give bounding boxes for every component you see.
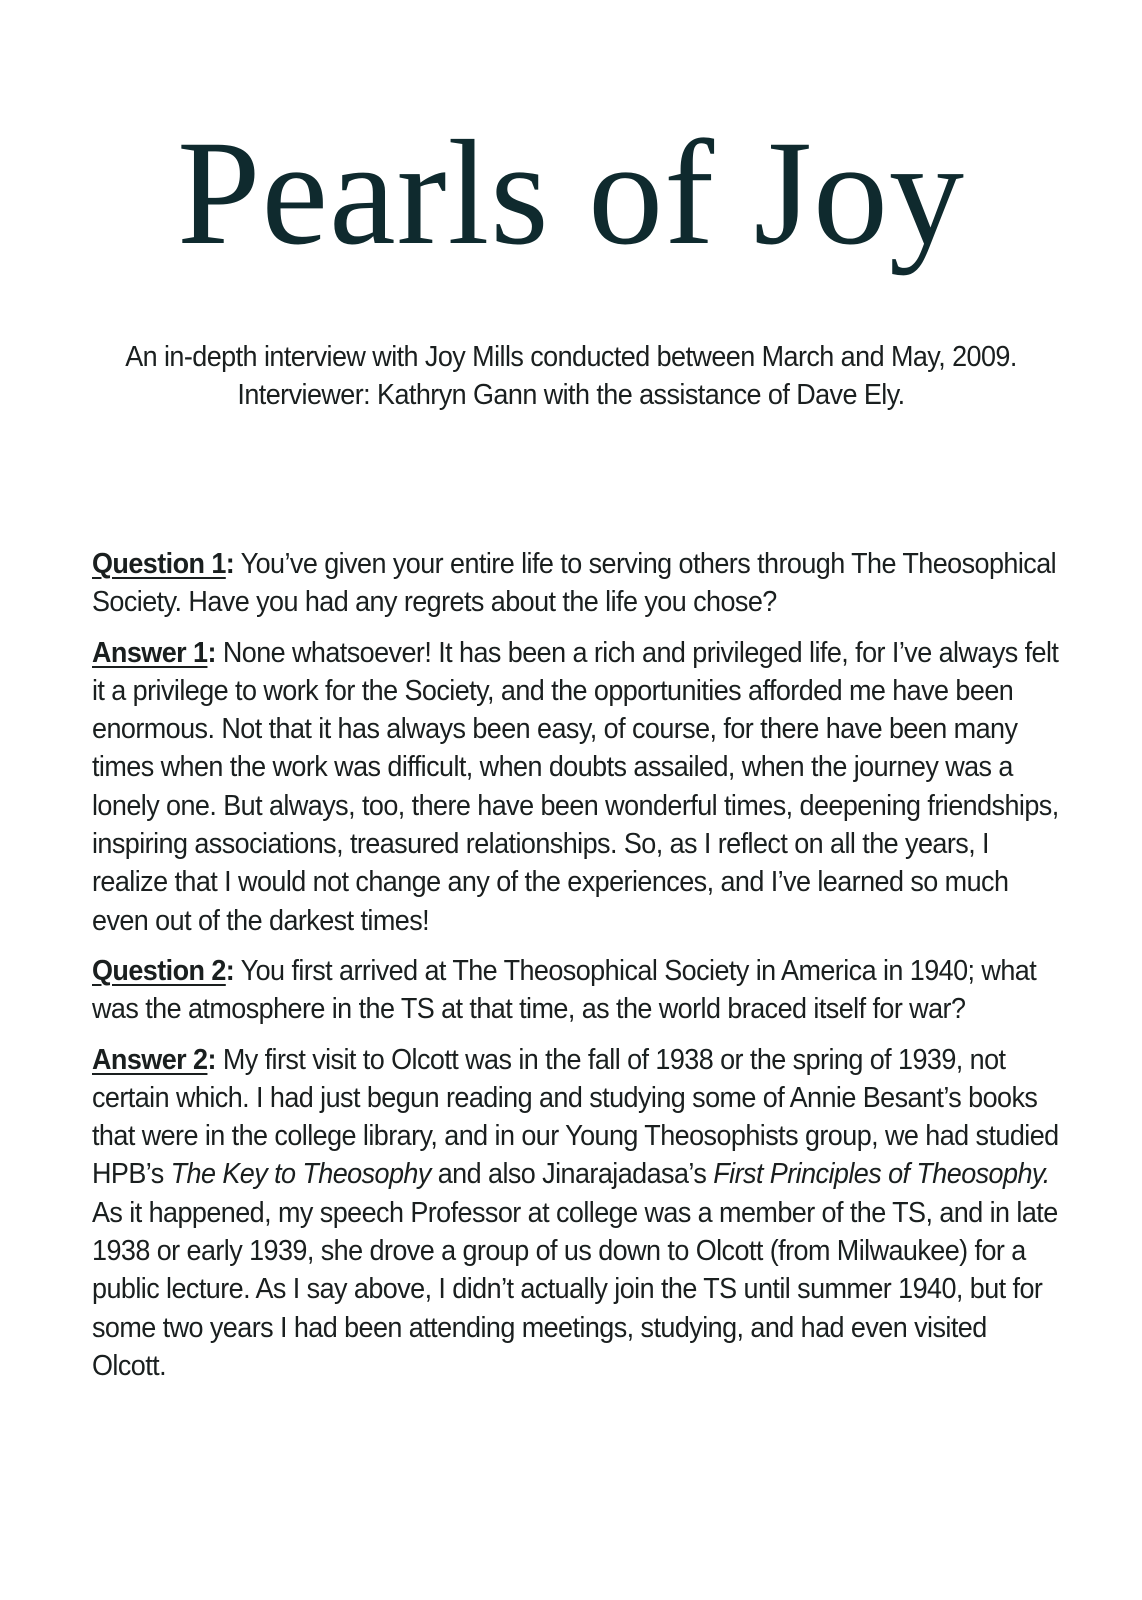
document-title: Pearls of Joy: [177, 110, 965, 276]
answer-1: [92, 634, 1059, 940]
question-2: [92, 952, 1059, 1029]
answer-2-text-part-3: As it happened, my speech Professor at college was a member of the TS, and in late 1938 or early 1939, she drove a group of us down to Olcott (from Milwaukee) for a public lecture. As I say above, I didn’t actually join the TS until summer 1940, but for some two years I had been attending meetings, studying, and had even visited Olcott.: [92, 1196, 1058, 1382]
book-title-first-principles: First Principles of Theosophy.: [713, 1158, 1050, 1191]
document-subtitle: [40, 338, 1102, 414]
book-title-key-to-theosophy: The Key to Theosophy: [170, 1158, 431, 1191]
interview-body: [92, 545, 1059, 1397]
question-1: [92, 545, 1059, 622]
question-1-text: You’ve given your entire life to serving others through The Theosophical Society. Have you had any regrets about the life you chose?: [92, 548, 1057, 619]
question-2-label: Question 2:: [92, 954, 235, 987]
answer-1-label: Answer 1:: [92, 636, 216, 669]
question-2-text: You first arrived at The Theosophical Society in America in 1940; what was the atmosphere in the TS at that time, as the world braced itself for war?: [92, 954, 1037, 1026]
answer-2-label: Answer 2:: [92, 1043, 216, 1076]
subtitle-line-1: An in-depth interview with Joy Mills conducted between March and May, 2009.: [125, 341, 1017, 373]
answer-2-text-part-2: and also Jinarajadasa’s: [430, 1158, 714, 1191]
question-1-label: Question 1:: [92, 548, 235, 580]
answer-2-text-part-1: My first visit to Olcott was in the fall of 1938 or the spring of 1939, not certain which. I had just begun reading and studying some of Annie Besant’s books that were in the college library, and in our Young Theosophists group, we had studied HPB’s: [92, 1043, 1059, 1191]
answer-1-text: None whatsoever! It has been a rich and privileged life, for I’ve always felt it a privilege to work for the Society, and the opportunities afforded me have been enormous. Not that it has always been easy, of course, for there have been many times when the work was difficult, when doubts assailed, when the journey was a lonely one. But always, too, there have been wonderful times, deepening friendships, inspiring associations, treasured relationships. So, as I reflect on all the years, I realize that I would not change any of the experiences, and I’ve learned so much even out of the darkest times!: [92, 636, 1059, 937]
answer-2: [92, 1041, 1059, 1386]
subtitle-line-2: Interviewer: Kathryn Gann with the assistance of Dave Ely.: [237, 379, 905, 411]
